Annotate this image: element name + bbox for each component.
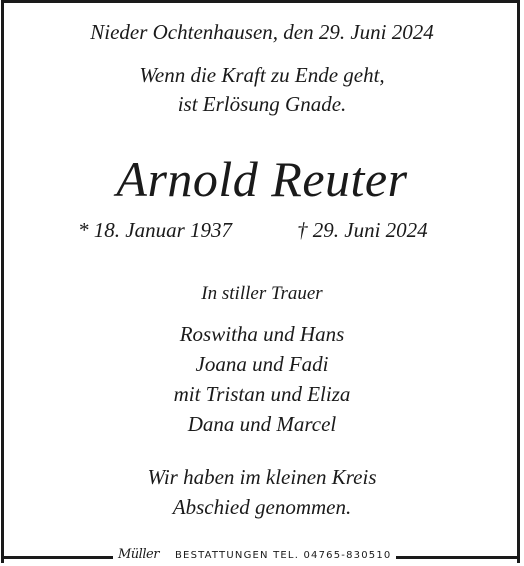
birth-date: * 18. Januar 1937 — [78, 218, 232, 242]
mourner-line: Dana und Marcel — [187, 412, 337, 436]
company-contact: BESTATTUNGEN TEL. 04765-830510 — [175, 550, 392, 561]
company-signature-logo: Müller — [118, 547, 159, 562]
motto-line-1: Wenn die Kraft zu Ende geht, — [139, 63, 385, 87]
motto-line-2: ist Erlösung Gnade. — [177, 92, 347, 116]
mourner-line: Roswitha und Hans — [179, 322, 345, 346]
footer-rule-right — [396, 556, 520, 559]
closing-line-1: Wir haben im kleinen Kreis — [147, 465, 377, 489]
footer-rule-left — [1, 556, 113, 559]
deceased-name: Arnold Reuter — [116, 151, 408, 207]
mourning-line: In stiller Trauer — [201, 283, 323, 304]
footer — [0, 546, 524, 566]
mourner-line: mit Tristan und Eliza — [173, 382, 351, 406]
death-date: † 29. Juni 2024 — [297, 218, 428, 242]
closing-line-2: Abschied genommen. — [172, 495, 352, 519]
mourner-line: Joana und Fadi — [195, 352, 329, 376]
place-date: Nieder Ochtenhausen, den 29. Juni 2024 — [90, 20, 434, 44]
